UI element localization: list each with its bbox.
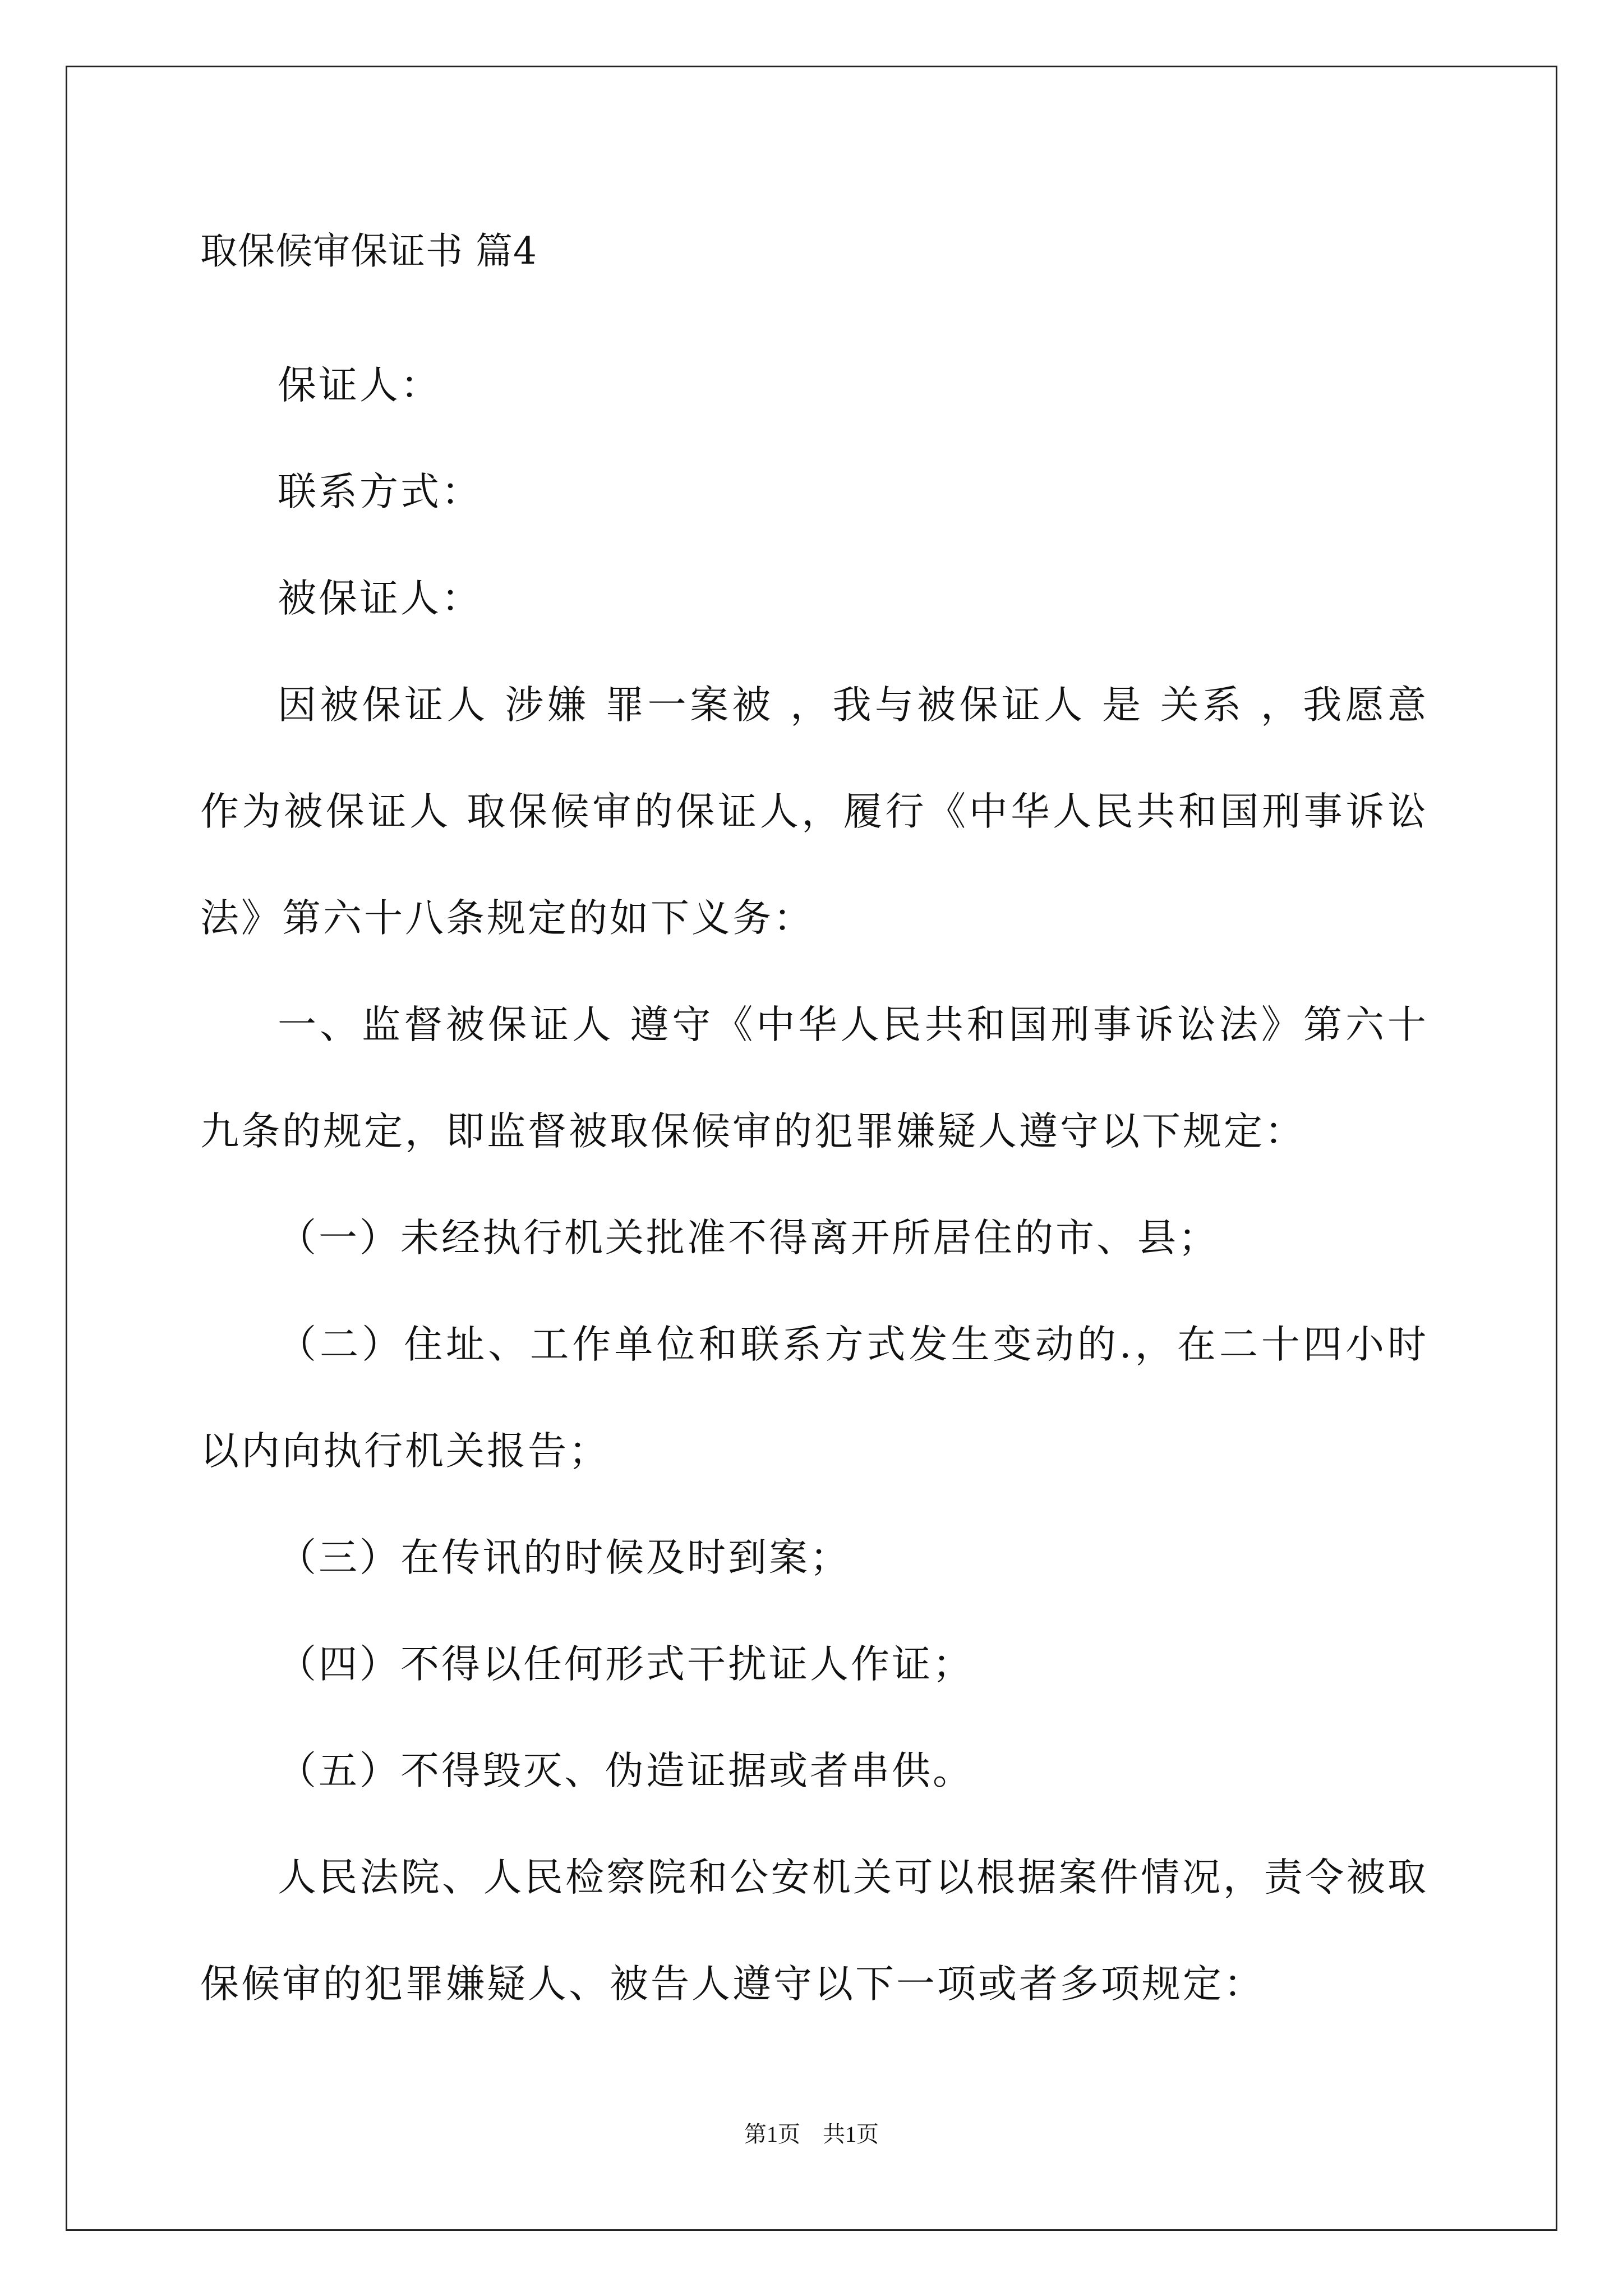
paragraph-rule-1: （一）未经执行机关批准不得离开所居住的市、县；: [278, 1216, 1219, 1260]
page-number-footer: 第1页 共1页: [744, 2122, 879, 2147]
paragraph-duty-one: 一、监督被保证人 遵守《中华人民共和国刑事诉讼法》第六十九条的规定，即监督被取保候审的犯罪嫌疑人遵守以下规定：: [200, 1002, 1428, 1154]
paragraph-court-provision: 人民法院、人民检察院和公安机关可以根据案件情况，责令被取保候审的犯罪嫌疑人、被告人遵守以下一项或者多项规定：: [200, 1855, 1428, 2007]
document-body: [200, 224, 1428, 2037]
paragraph-rule-4: （四）不得以任何形式干扰证人作证；: [278, 1642, 974, 1687]
paragraph-rule-5: （五）不得毁灭、伪造证据或者串供。: [278, 1749, 974, 1793]
paragraph-contact: 联系方式：: [278, 470, 482, 514]
paragraph-rule-2: （二）住址、工作单位和联系方式发生变动的.，在二十四小时以内向执行机关报告；: [200, 1322, 1428, 1474]
paragraph-statement: 因被保证人 涉嫌 罪一案被 ，我与被保证人 是 关系 ，我愿意作为被保证人 取保候审的保证人，履行《中华人民共和国刑事诉讼法》第六十八条规定的如下义务：: [200, 683, 1428, 941]
paragraph-guaranteed-person: 被保证人：: [278, 576, 482, 621]
paragraph-guarantor: 保证人：: [278, 363, 441, 408]
document-title: 取保候审保证书 篇4: [200, 229, 537, 273]
paragraph-rule-3: （三）在传讯的时候及时到案；: [278, 1535, 851, 1580]
